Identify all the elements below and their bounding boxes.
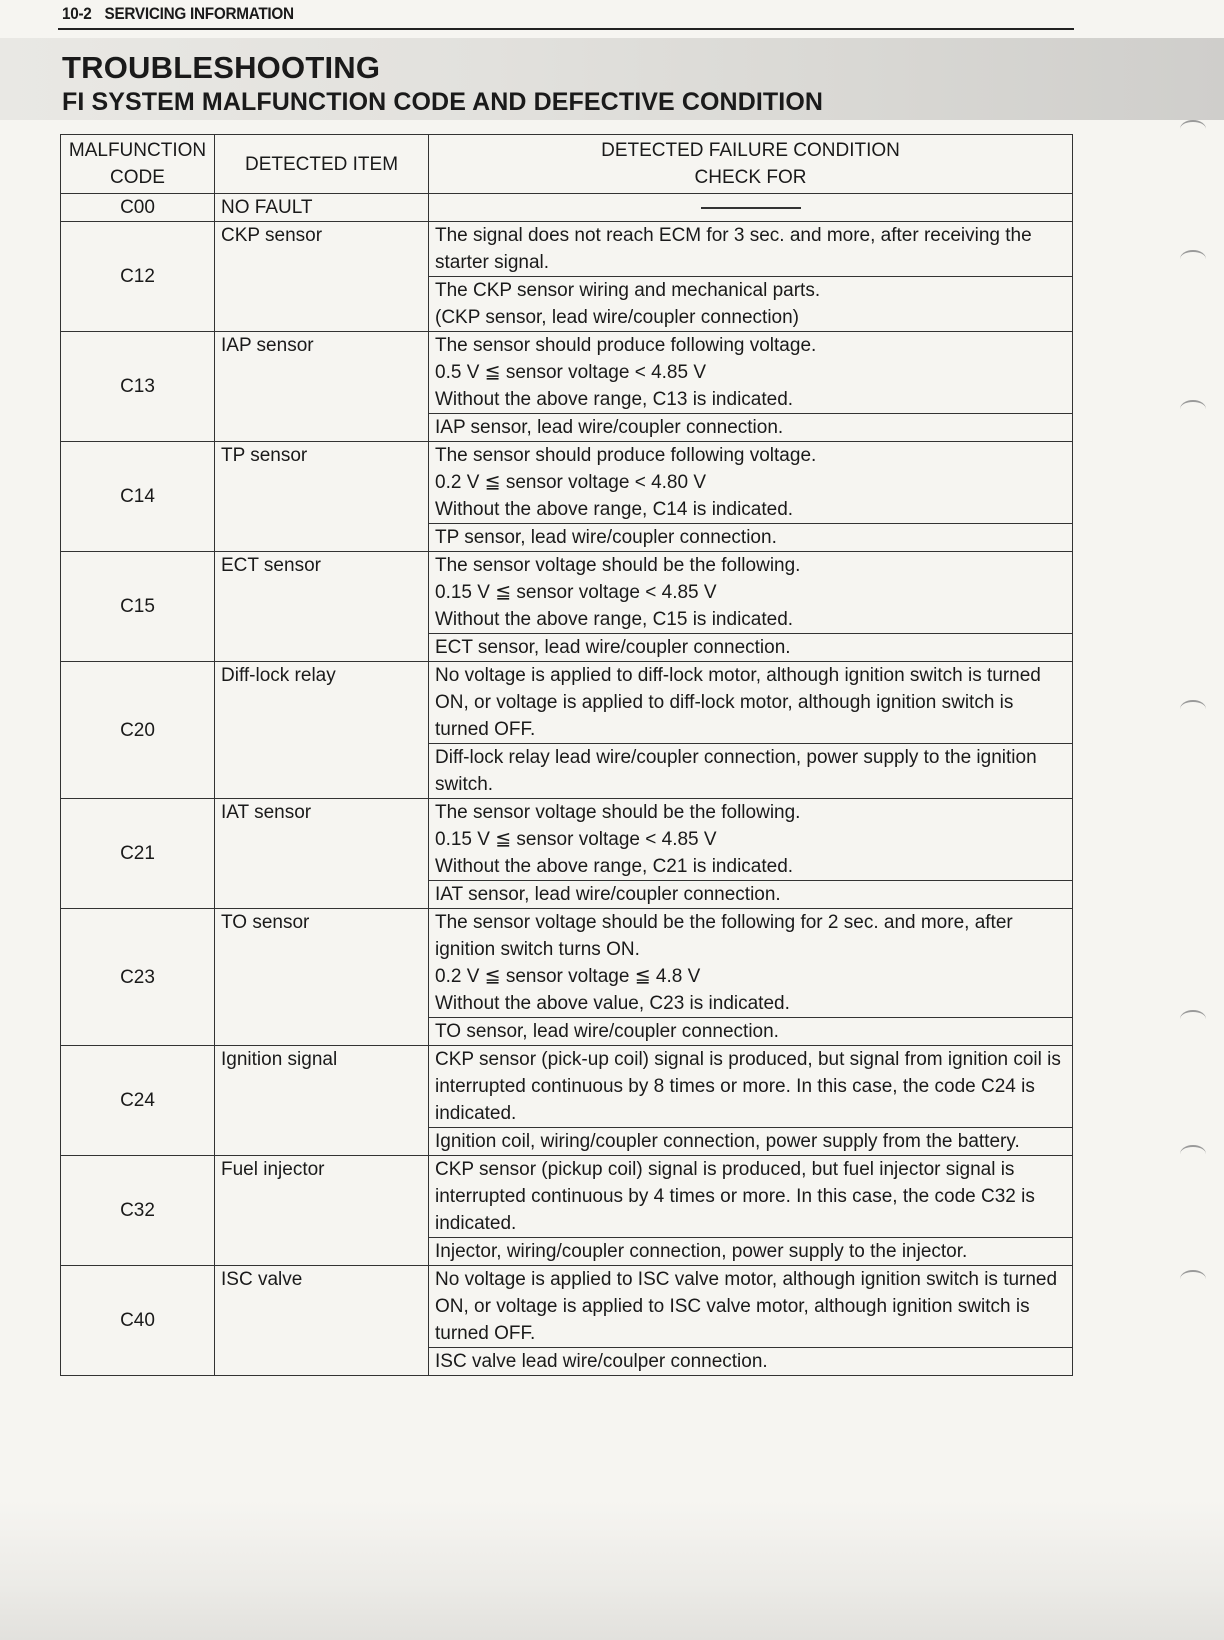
check-for-cell — [429, 634, 1073, 662]
check-for-text: TO sensor, lead wire/coupler connection. — [435, 1021, 779, 1042]
page-number: 10-2 — [62, 4, 92, 23]
header-item-label: DETECTED ITEM — [244, 153, 399, 175]
failure-condition-text: The sensor voltage should be the following for 2 sec. and more, after ignition switch turns ON. 0.2 V ≦ sensor voltage ≦ 4.8 V Without the above value, C23 is indicated. — [435, 912, 1013, 1014]
item-cell: CKP sensor — [215, 222, 429, 332]
code-cell: C12 — [61, 222, 215, 332]
table-row — [61, 1046, 1073, 1128]
failure-condition-text: No voltage is applied to diff-lock motor, although ignition switch is turned ON, or voltage is applied to diff-lock motor, although ignition switch is turned OFF. — [435, 665, 1047, 740]
failure-condition-cell — [429, 799, 1073, 881]
code-cell: C24 — [61, 1046, 215, 1156]
check-for-text: IAT sensor, lead wire/coupler connection. — [435, 884, 781, 905]
item-cell: IAP sensor — [215, 332, 429, 442]
check-for-text: ISC valve lead wire/coulper connection. — [435, 1351, 768, 1372]
failure-condition-text: The sensor should produce following voltage. 0.2 V ≦ sensor voltage < 4.80 V Without the above range, C14 is indicated. — [435, 445, 817, 520]
item-cell: Ignition signal — [215, 1046, 429, 1156]
failure-condition-cell — [429, 1156, 1073, 1238]
margin-mark — [1180, 1010, 1206, 1028]
code-cell: C15 — [61, 552, 215, 662]
item-cell: ISC valve — [215, 1266, 429, 1376]
header-item — [215, 135, 429, 194]
check-for-text: ECT sensor, lead wire/coupler connection. — [435, 637, 791, 658]
failure-condition-cell — [429, 222, 1073, 277]
table-row — [61, 552, 1073, 634]
check-for-text: Diff-lock relay lead wire/coupler connection, power supply to the ignition switch. — [435, 747, 1042, 795]
check-for-text: TP sensor, lead wire/coupler connection. — [435, 527, 777, 548]
code-cell: C14 — [61, 442, 215, 552]
failure-condition-text: CKP sensor (pickup coil) signal is produced, but fuel injector signal is interrupted continuous by 4 times or more. In this case, the code C32 is indicated. — [435, 1159, 1041, 1234]
code-cell: C23 — [61, 909, 215, 1046]
failure-condition-text: CKP sensor (pick-up coil) signal is produced, but signal from ignition coil is interrupted continuous by 8 times or more. In this case, the code C24 is indicated. — [435, 1049, 1067, 1124]
section-name: SERVICING INFORMATION — [104, 4, 294, 23]
margin-mark — [1180, 1270, 1206, 1288]
page-subtitle: FI SYSTEM MALFUNCTION CODE AND DEFECTIVE CONDITION — [62, 88, 824, 116]
item-cell: NO FAULT — [215, 194, 429, 222]
code-cell: C40 — [61, 1266, 215, 1376]
page-bottom-shade — [0, 1500, 1224, 1640]
check-for-cell — [429, 414, 1073, 442]
check-for-text: Injector, wiring/coupler connection, power supply to the injector. — [435, 1241, 968, 1262]
failure-condition-cell — [429, 442, 1073, 524]
check-for-cell — [429, 1128, 1073, 1156]
header-code-label: MALFUNCTION CODE — [68, 140, 207, 188]
table-row — [61, 332, 1073, 414]
failure-condition-text: No voltage is applied to ISC valve motor, although ignition switch is turned ON, or voltage is applied to ISC valve motor, although ignition switch is turned OFF. — [435, 1269, 1063, 1344]
table-row — [61, 442, 1073, 524]
condition-cell — [429, 194, 1073, 222]
margin-marks — [1174, 100, 1224, 1400]
page-title: TROUBLESHOOTING — [62, 50, 381, 85]
failure-condition-cell — [429, 1046, 1073, 1128]
header-condition-label: DETECTED FAILURE CONDITION CHECK FOR — [601, 140, 900, 188]
code-cell: C32 — [61, 1156, 215, 1266]
check-for-text: The CKP sensor wiring and mechanical parts. (CKP sensor, lead wire/coupler connection) — [435, 280, 821, 328]
table-header-row — [61, 135, 1073, 194]
code-cell: C00 — [61, 194, 215, 222]
failure-condition-cell — [429, 332, 1073, 414]
margin-mark — [1180, 700, 1206, 718]
code-cell: C13 — [61, 332, 215, 442]
check-for-cell — [429, 1018, 1073, 1046]
table-row — [61, 909, 1073, 1018]
table-row — [61, 1156, 1073, 1238]
header-condition — [429, 135, 1073, 194]
check-for-cell — [429, 277, 1073, 332]
check-for-cell — [429, 1238, 1073, 1266]
check-for-cell — [429, 744, 1073, 799]
header-code — [61, 135, 215, 194]
failure-condition-cell — [429, 1266, 1073, 1348]
check-for-cell — [429, 881, 1073, 909]
table-row — [61, 662, 1073, 744]
check-for-text: Ignition coil, wiring/coupler connection, power supply from the battery. — [435, 1131, 1020, 1152]
item-cell: TP sensor — [215, 442, 429, 552]
no-condition-dash — [701, 207, 801, 209]
margin-mark — [1180, 400, 1206, 418]
failure-condition-text: The sensor voltage should be the following. 0.15 V ≦ sensor voltage < 4.85 V Without the above range, C21 is indicated. — [435, 802, 801, 877]
running-head — [62, 4, 294, 24]
margin-mark — [1180, 120, 1206, 138]
item-cell: TO sensor — [215, 909, 429, 1046]
failure-condition-cell — [429, 552, 1073, 634]
failure-condition-text: The signal does not reach ECM for 3 sec. and more, after receiving the starter signal. — [435, 225, 1037, 273]
check-for-cell — [429, 1348, 1073, 1376]
failure-condition-cell — [429, 909, 1073, 1018]
failure-condition-cell — [429, 662, 1073, 744]
code-cell: C21 — [61, 799, 215, 909]
margin-mark — [1180, 250, 1206, 268]
malfunction-code-table — [60, 134, 1073, 1376]
item-cell: IAT sensor — [215, 799, 429, 909]
table-row — [61, 799, 1073, 881]
table-row — [61, 1266, 1073, 1348]
check-for-text: IAP sensor, lead wire/coupler connection. — [435, 417, 784, 438]
item-cell: ECT sensor — [215, 552, 429, 662]
item-cell: Fuel injector — [215, 1156, 429, 1266]
check-for-cell — [429, 524, 1073, 552]
failure-condition-text: The sensor voltage should be the following. 0.15 V ≦ sensor voltage < 4.85 V Without the above range, C15 is indicated. — [435, 555, 801, 630]
failure-condition-text: The sensor should produce following voltage. 0.5 V ≦ sensor voltage < 4.85 V Without the above range, C13 is indicated. — [435, 335, 817, 410]
table-row — [61, 194, 1073, 222]
table-row — [61, 222, 1073, 277]
margin-mark — [1180, 1145, 1206, 1163]
header-rule — [58, 28, 1074, 30]
code-cell: C20 — [61, 662, 215, 799]
item-cell: Diff-lock relay — [215, 662, 429, 799]
